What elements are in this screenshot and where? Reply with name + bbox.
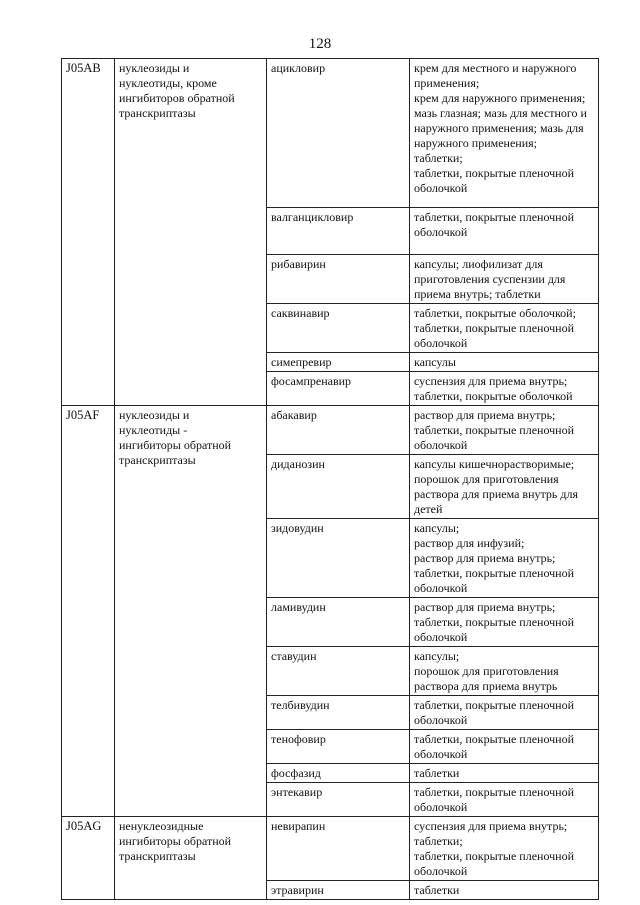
group-name-cell: нуклеозиды и нуклеотиды, кроме ингибиторов обратной транскриптазы (115, 59, 267, 406)
dosage-forms-cell: таблетки, покрытые пленочной оболочкой (410, 730, 599, 764)
dosage-forms-cell: таблетки, покрытые пленочной оболочкой (410, 783, 599, 817)
table-row (62, 817, 599, 881)
drug-name-cell: валганцикловир (267, 208, 410, 255)
table-row (62, 406, 599, 455)
dosage-forms-cell: таблетки, покрытые пленочной оболочкой (410, 208, 599, 255)
drug-name-cell: саквинавир (267, 304, 410, 353)
group-name-cell: ненуклеозидные ингибиторы обратной транскриптазы (115, 817, 267, 900)
dosage-forms-cell: суспензия для приема внутрь; таблетки, покрытые оболочкой (410, 372, 599, 406)
table-row (62, 59, 599, 208)
drug-name-cell: энтекавир (267, 783, 410, 817)
dosage-forms-cell: капсулы; лиофилизат для приготовления суспензии для приема внутрь; таблетки (410, 255, 599, 304)
dosage-forms-cell: суспензия для приема внутрь; таблетки; таблетки, покрытые пленочной оболочкой (410, 817, 599, 881)
drug-name-cell: ацикловир (267, 59, 410, 208)
dosage-forms-cell: капсулы; раствор для инфузий; раствор для приема внутрь; таблетки, покрытые пленочной оболочкой (410, 519, 599, 598)
dosage-forms-cell: таблетки, покрытые пленочной оболочкой (410, 696, 599, 730)
drug-name-cell: невирапин (267, 817, 410, 881)
dosage-forms-cell: раствор для приема внутрь; таблетки, покрытые пленочной оболочкой (410, 598, 599, 647)
drug-name-cell: фосампренавир (267, 372, 410, 406)
dosage-forms-cell: таблетки, покрытые оболочкой; таблетки, покрытые пленочной оболочкой (410, 304, 599, 353)
drug-name-cell: симепревир (267, 353, 410, 372)
dosage-forms-cell: таблетки (410, 881, 599, 900)
drug-name-cell: абакавир (267, 406, 410, 455)
group-name-cell: нуклеозиды и нуклеотиды - ингибиторы обратной транскриптазы (115, 406, 267, 817)
drug-name-cell: тенофовир (267, 730, 410, 764)
drug-name-cell: рибавирин (267, 255, 410, 304)
dosage-forms-cell: крем для местного и наружного применения; крем для наружного применения; мазь глазная; мазь для местного и наружного применения; мазь для наружного применения; таблетки; таблетки, покрытые пленочной оболочкой (410, 59, 599, 208)
dosage-forms-cell: капсулы кишечнорастворимые; порошок для приготовления раствора для приема внутрь для детей (410, 455, 599, 519)
drug-name-cell: фосфазид (267, 764, 410, 783)
medication-table (61, 58, 599, 900)
drug-name-cell: этравирин (267, 881, 410, 900)
dosage-forms-cell: капсулы; порошок для приготовления раствора для приема внутрь (410, 647, 599, 696)
atc-code-cell: J05AG (62, 817, 115, 900)
drug-name-cell: телбивудин (267, 696, 410, 730)
page-number: 128 (308, 36, 332, 52)
drug-name-cell: ставудин (267, 647, 410, 696)
atc-code-cell: J05AB (62, 59, 115, 406)
dosage-forms-cell: капсулы (410, 353, 599, 372)
dosage-forms-cell: таблетки (410, 764, 599, 783)
atc-code-cell: J05AF (62, 406, 115, 817)
drug-name-cell: ламивудин (267, 598, 410, 647)
dosage-forms-cell: раствор для приема внутрь; таблетки, покрытые пленочной оболочкой (410, 406, 599, 455)
drug-name-cell: зидовудин (267, 519, 410, 598)
drug-name-cell: диданозин (267, 455, 410, 519)
